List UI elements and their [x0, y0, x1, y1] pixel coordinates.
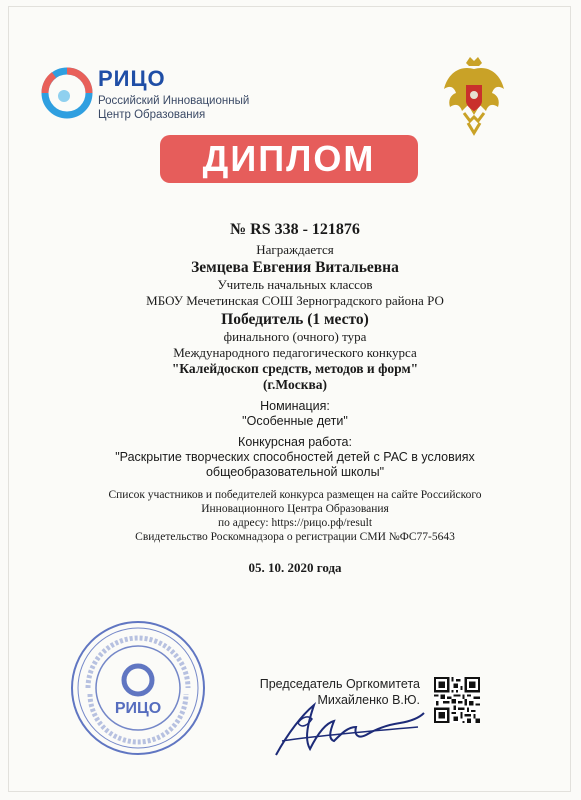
rico-logo-icon — [40, 66, 94, 120]
diploma-number: № RS 338 - 121876 — [230, 221, 360, 238]
awarded-label: Награждается — [256, 242, 334, 257]
logo-subtitle — [98, 94, 249, 122]
note-line3: по адресу: https://рицо.рф/result — [217, 517, 373, 529]
chairman-name: Михайленко В.Ю. — [317, 693, 420, 707]
note-line1: Список участников и победителей конкурса размещен на сайте Российского — [108, 489, 482, 501]
logo-subtitle-line1: Российский Инновационный — [98, 95, 250, 107]
contest-name: "Калейдоскоп средств, методов и форм" — [171, 361, 419, 376]
work-label: Конкурсная работа: — [238, 435, 352, 449]
nomination-value: "Особенные дети" — [242, 414, 348, 428]
diploma-body — [60, 220, 530, 576]
diploma-banner: ДИПЛОМ — [160, 135, 418, 183]
award-place: Победитель (1 место) — [221, 311, 369, 328]
logo-title: РИЦО — [98, 66, 166, 91]
chairman-title: Председатель Оргкомитета — [259, 677, 420, 691]
stamp-center-text: РИЦО — [114, 700, 162, 717]
coat-of-arms-icon — [440, 55, 508, 137]
note-line4: Свидетельство Роскомнадзора о регистрации СМИ №ФС77-5643 — [135, 531, 455, 543]
recipient-school: МБОУ Мечетинская СОШ Зерноградского района РО — [146, 293, 444, 308]
diploma-date: 05. 10. 2020 года — [248, 560, 342, 575]
contest-round: финального (очного) тура — [223, 329, 367, 344]
qr-code-icon — [434, 677, 480, 723]
contest-city: (г.Москва) — [262, 377, 328, 392]
handwritten-signature — [268, 693, 428, 763]
logo-subtitle-line2: Центр Образования — [98, 109, 206, 121]
recipient-name: Земцева Евгения Витальевна — [191, 259, 399, 276]
recipient-position: Учитель начальных классов — [217, 277, 373, 292]
note-line2: Инновационного Центра Образования — [201, 503, 389, 515]
work-title-line1: "Раскрытие творческих способностей детей с РАС в условиях — [115, 450, 475, 464]
work-title-line2: общеобразовательной школы" — [205, 465, 385, 479]
contest-type: Международного педагогического конкурса — [173, 345, 417, 360]
organization-stamp — [68, 618, 208, 758]
nomination-label: Номинация: — [260, 399, 330, 413]
